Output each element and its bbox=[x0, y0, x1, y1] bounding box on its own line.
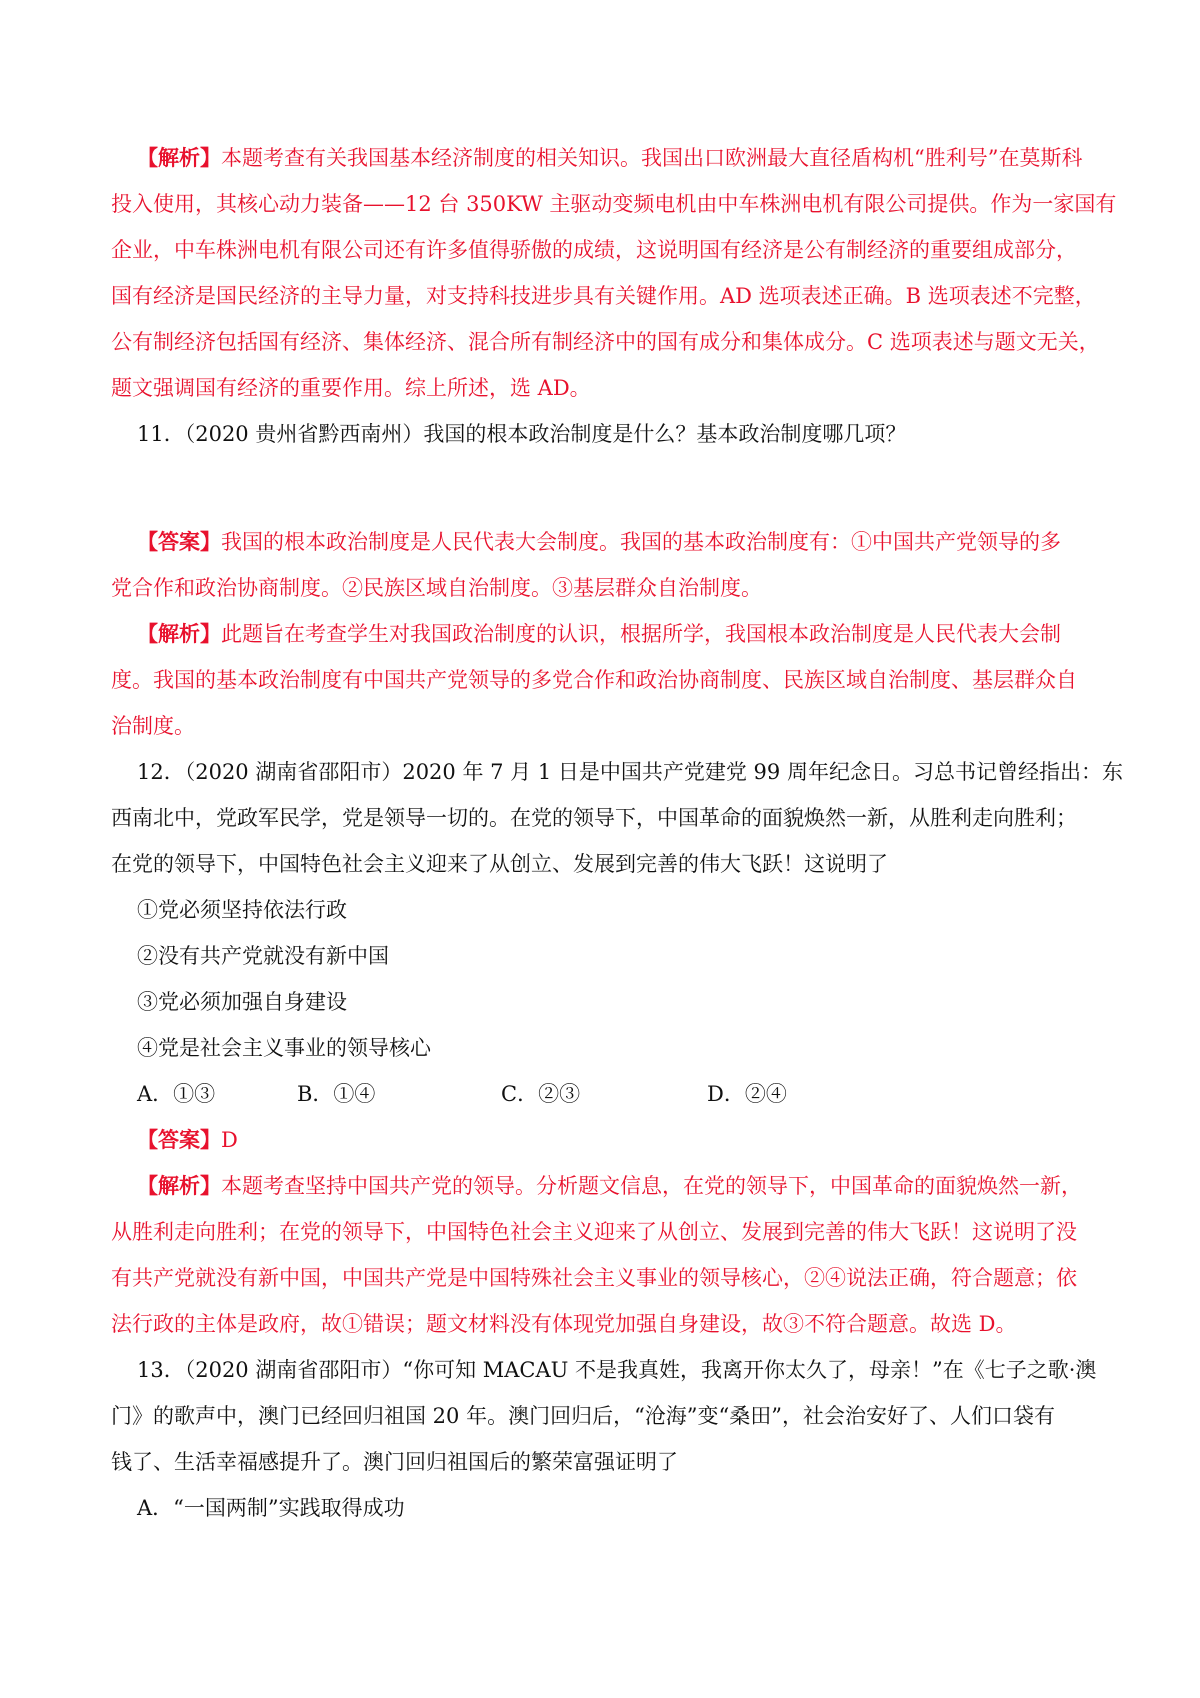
analysis-line: 国有经济是国民经济的主导力量，对支持科技进步具有关键作用。AD 选项表述正确。B 选项表述不完整， bbox=[111, 284, 1096, 308]
answer-line: 党合作和政治协商制度。②民族区域自治制度。③基层群众自治制度。 bbox=[111, 576, 762, 600]
statement-item: ①党必须坚持依法行政 bbox=[137, 898, 347, 922]
question-stem: 在党的领导下，中国特色社会主义迎来了从创立、发展到完善的伟大飞跃！这说明了 bbox=[111, 852, 888, 876]
question-stem: 11．（2020 贵州省黔西南州）我国的根本政治制度是什么？基本政治制度哪几项？ bbox=[137, 422, 907, 446]
analysis-tag: 【解析】 bbox=[137, 621, 221, 646]
analysis-line: 从胜利走向胜利；在党的领导下，中国特色社会主义迎来了从创立、发展到完善的伟大飞跃！这说明了没 bbox=[111, 1220, 1077, 1244]
analysis-line: 法行政的主体是政府，故①错误；题文材料没有体现党加强自身建设，故③不符合题意。故选 D。 bbox=[111, 1312, 1017, 1336]
question-stem: 西南北中，党政军民学，党是领导一切的。在党的领导下，中国革命的面貌焕然一新，从胜利走向胜利； bbox=[111, 806, 1077, 830]
analysis-line: 治制度。 bbox=[111, 714, 195, 738]
option-b: B．①④ bbox=[297, 1082, 376, 1106]
question-stem: 13．（2020 湖南省邵阳市）“你可知 MACAU 不是我真姓，我离开你太久了，母亲！”在《七子之歌·澳 bbox=[137, 1358, 1097, 1382]
analysis-line: 【解析】此题旨在考查学生对我国政治制度的认识，根据所学，我国根本政治制度是人民代表大会制 bbox=[137, 621, 1061, 646]
statement-item: ③党必须加强自身建设 bbox=[137, 990, 347, 1014]
analysis-tag: 【解析】 bbox=[137, 145, 221, 170]
option-a: A．①③ bbox=[137, 1082, 216, 1106]
analysis-line: 公有制经济包括国有经济、集体经济、混合所有制经济中的国有成分和集体成分。C 选项表述与题文无关， bbox=[111, 330, 1100, 354]
answer-line: 【答案】我国的根本政治制度是人民代表大会制度。我国的基本政治制度有：①中国共产党领导的多 bbox=[137, 529, 1061, 554]
answer-line bbox=[137, 1116, 1117, 1164]
question-stem: 钱了、生活幸福感提升了。澳门回归祖国后的繁荣富强证明了 bbox=[111, 1450, 678, 1474]
choice-options bbox=[137, 1070, 1117, 1118]
option-d: D．②④ bbox=[707, 1082, 787, 1106]
answer-tag: 【答案】 bbox=[137, 1127, 221, 1152]
question-stem: 12．（2020 湖南省邵阳市）2020 年 7 月 1 日是中国共产党建党 99 周年纪念日。习总书记曾经指出：东 bbox=[137, 760, 1123, 784]
analysis-line: 企业，中车株洲电机有限公司还有许多值得骄傲的成绩，这说明国有经济是公有制经济的重要组成部分， bbox=[111, 238, 1077, 262]
analysis-line: 【解析】本题考查有关我国基本经济制度的相关知识。我国出口欧洲最大直径盾构机“胜利号”在莫斯科 bbox=[137, 145, 1083, 170]
analysis-line: 度。我国的基本政治制度有中国共产党领导的多党合作和政治协商制度、民族区域自治制度、基层群众自 bbox=[111, 668, 1077, 692]
analysis-line: 题文强调国有经济的重要作用。综上所述，选 AD。 bbox=[111, 376, 591, 400]
analysis-tag: 【解析】 bbox=[137, 1173, 221, 1198]
analysis-line: 【解析】本题考查坚持中国共产党的领导。分析题文信息，在党的领导下，中国革命的面貌焕然一新， bbox=[137, 1173, 1082, 1198]
option-c: C．②③ bbox=[501, 1082, 581, 1106]
option-a: A．“一国两制”实践取得成功 bbox=[137, 1496, 405, 1520]
analysis-line: 投入使用，其核心动力装备——12 台 350KW 主驱动变频电机由中车株洲电机有限公司提供。作为一家国有 bbox=[111, 192, 1117, 216]
statement-item: ④党是社会主义事业的领导核心 bbox=[137, 1036, 431, 1060]
answer-value: D bbox=[221, 1128, 238, 1152]
answer-tag: 【答案】 bbox=[137, 529, 221, 554]
question-stem: 门》的歌声中，澳门已经回归祖国 20 年。澳门回归后，“沧海”变“桑田”，社会治安好了、人们口袋有 bbox=[111, 1404, 1056, 1428]
analysis-line: 有共产党就没有新中国，中国共产党是中国特殊社会主义事业的领导核心，②④说法正确，符合题意；依 bbox=[111, 1266, 1077, 1290]
statement-item: ②没有共产党就没有新中国 bbox=[137, 944, 389, 968]
